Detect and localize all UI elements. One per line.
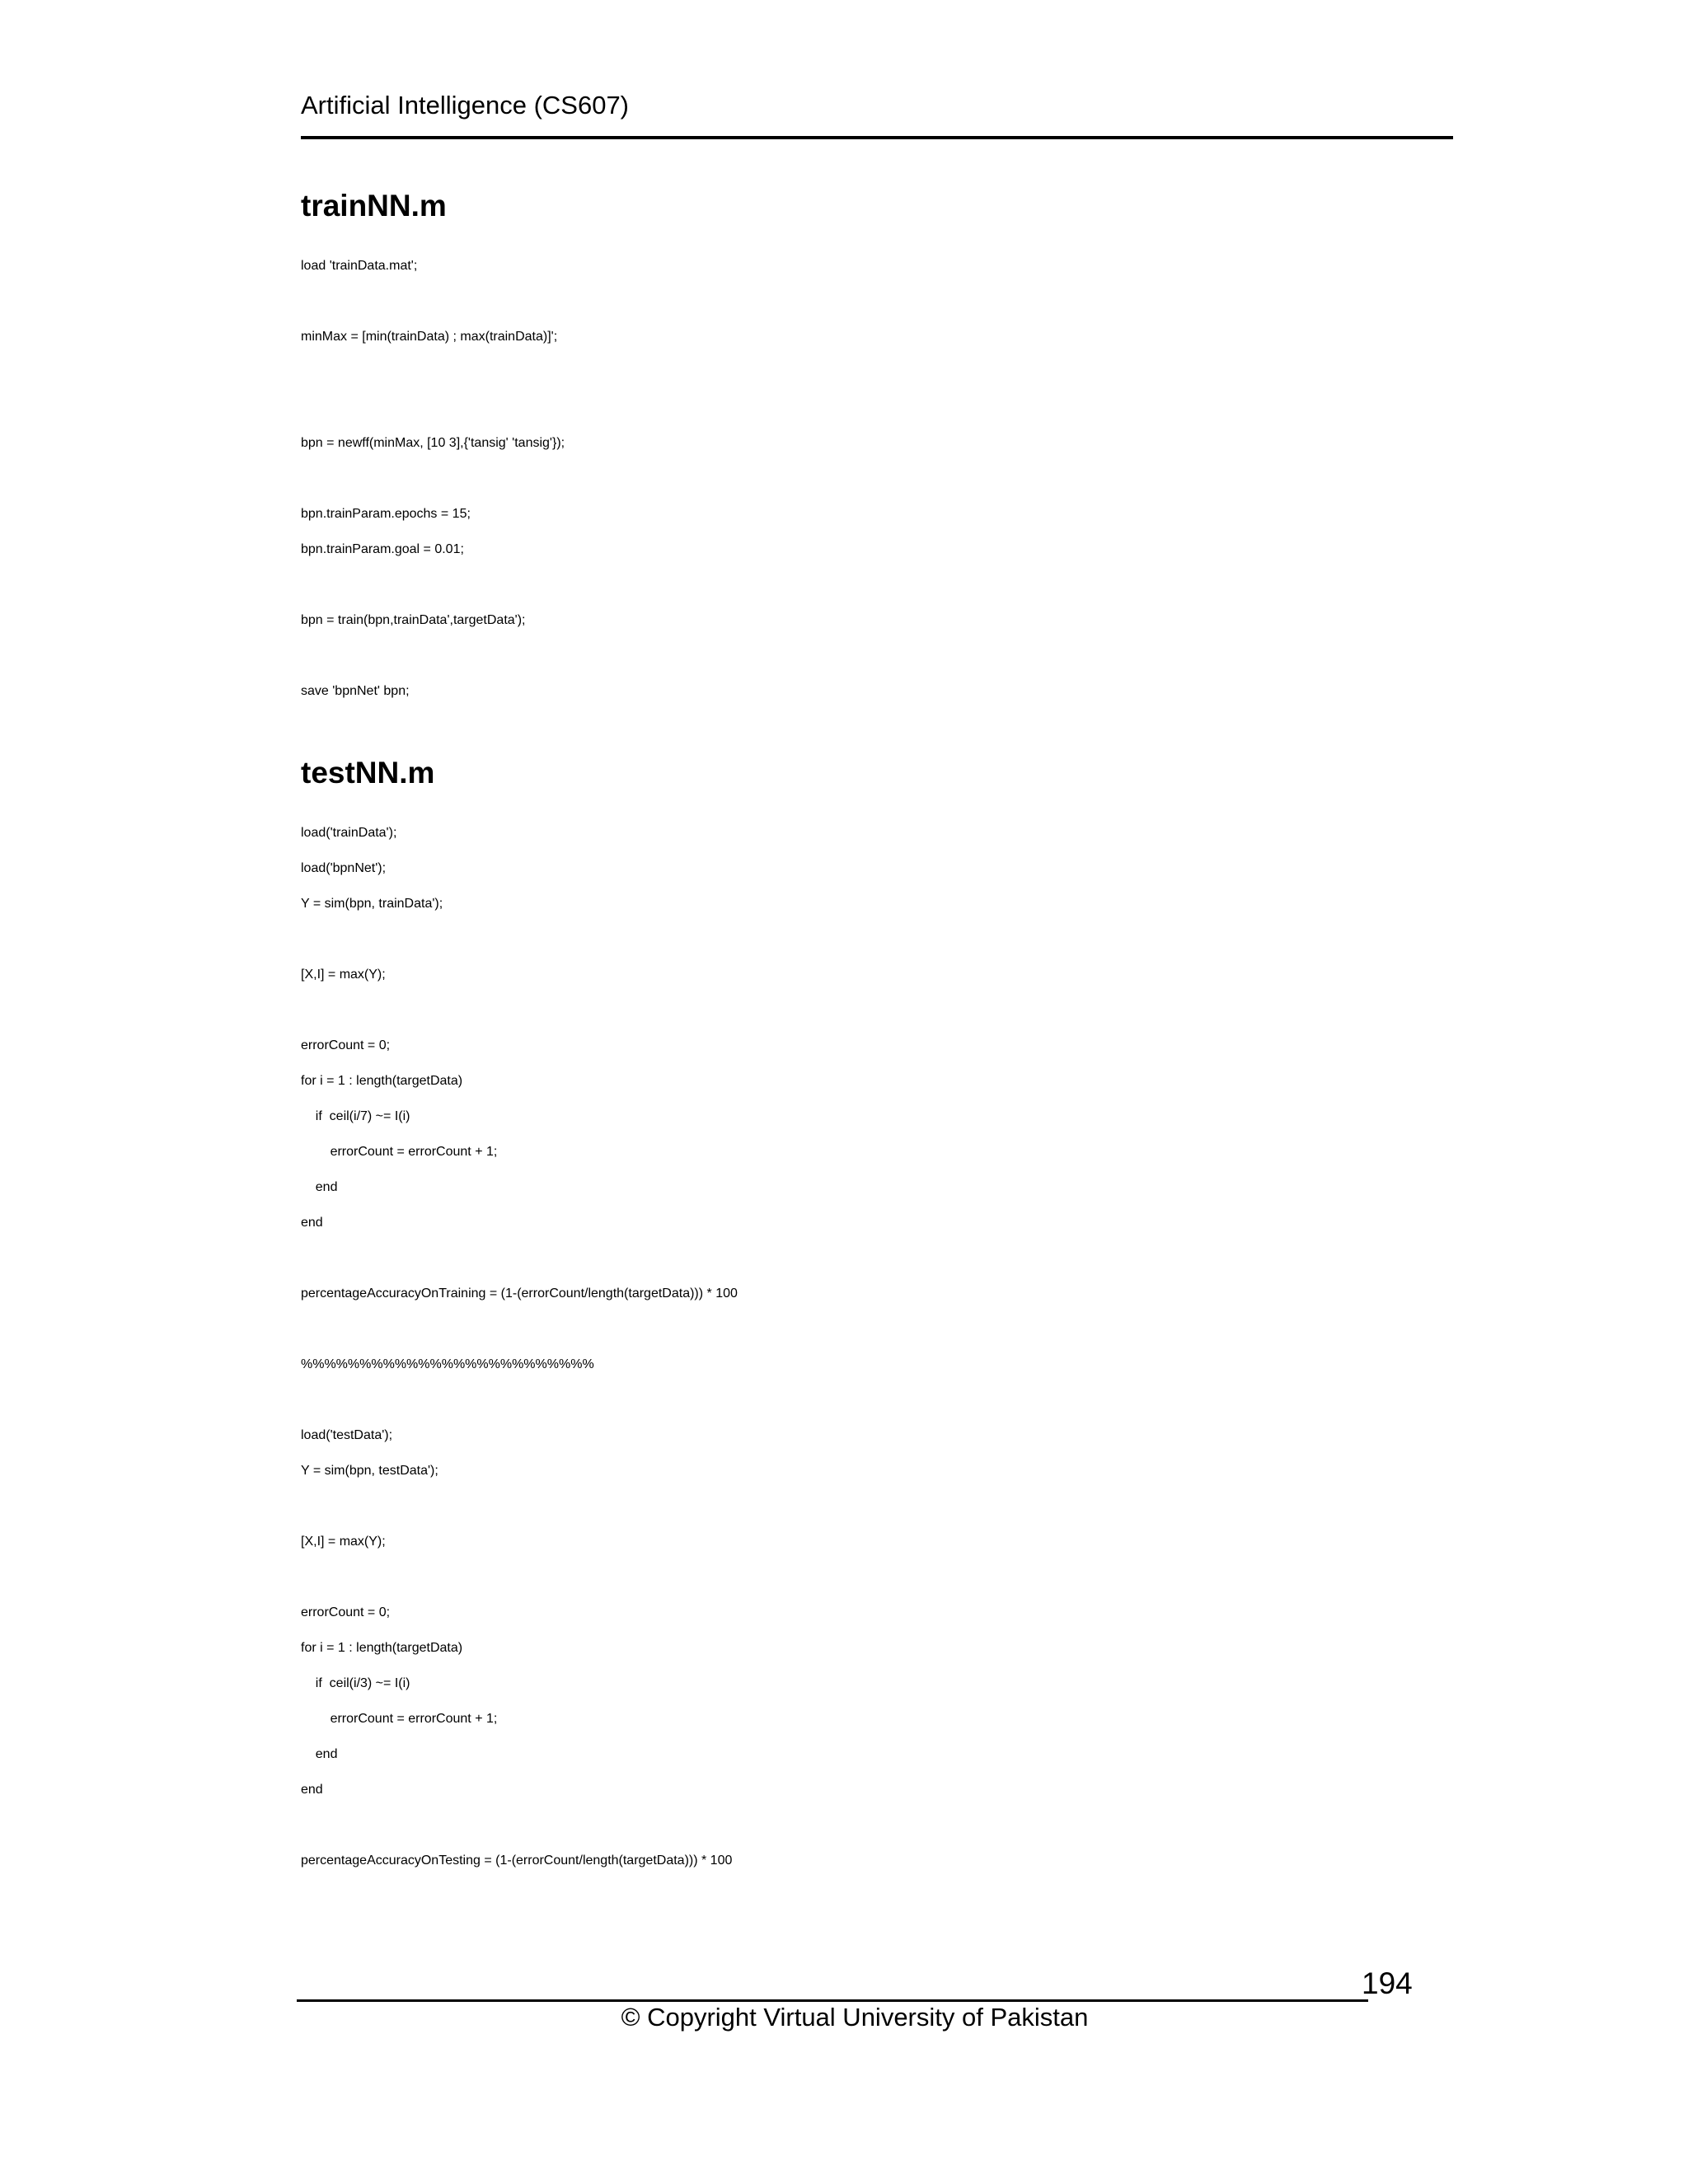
code-line: bpn.trainParam.epochs = 15; bbox=[301, 507, 471, 521]
code-line: end bbox=[301, 1216, 323, 1230]
code-line: bpn.trainParam.goal = 0.01; bbox=[301, 542, 464, 556]
code-line: Y = sim(bpn, testData'); bbox=[301, 1464, 438, 1478]
code-line: minMax = [min(trainData) ; max(trainData)]'; bbox=[301, 330, 558, 344]
code-line: for i = 1 : length(targetData) bbox=[301, 1641, 463, 1655]
code-line: [X,I] = max(Y); bbox=[301, 1535, 386, 1549]
code-line: bpn = train(bpn,trainData',targetData'); bbox=[301, 613, 526, 627]
code-line: errorCount = errorCount + 1; bbox=[301, 1145, 498, 1159]
code-line: if ceil(i/3) ~= I(i) bbox=[301, 1676, 410, 1690]
code-line: end bbox=[301, 1783, 323, 1797]
code-line: errorCount = 0; bbox=[301, 1605, 391, 1619]
code-line: end bbox=[301, 1180, 338, 1194]
code-line: errorCount = 0; bbox=[301, 1038, 391, 1052]
code-line: end bbox=[301, 1747, 338, 1761]
code-line: load 'trainData.mat'; bbox=[301, 259, 418, 273]
test-file-title: testNN.m bbox=[301, 756, 435, 790]
train-file-title: trainNN.m bbox=[301, 189, 447, 223]
code-line: save 'bpnNet' bpn; bbox=[301, 684, 410, 698]
page-header-title: Artificial Intelligence (CS607) bbox=[301, 91, 630, 120]
code-line: percentageAccuracyOnTesting = (1-(errorCount/length(targetData))) * 100 bbox=[301, 1854, 733, 1868]
code-line: load('trainData'); bbox=[301, 826, 397, 840]
code-line: load('bpnNet'); bbox=[301, 861, 387, 875]
code-line: percentageAccuracyOnTraining = (1-(errorCount/length(targetData))) * 100 bbox=[301, 1286, 738, 1301]
code-line: Y = sim(bpn, trainData'); bbox=[301, 897, 443, 911]
code-line: %%%%%%%%%%%%%%%%%%%%%%%%% bbox=[301, 1357, 594, 1371]
code-line: bpn = newff(minMax, [10 3],{'tansig' 'tansig'}); bbox=[301, 436, 565, 450]
footer-copyright: © Copyright Virtual University of Pakistan bbox=[621, 2003, 1089, 2032]
code-line: for i = 1 : length(targetData) bbox=[301, 1074, 463, 1088]
code-line: load('testData'); bbox=[301, 1428, 393, 1442]
page-number: 194 bbox=[1362, 1966, 1413, 2000]
code-line: if ceil(i/7) ~= I(i) bbox=[301, 1109, 410, 1123]
header-divider bbox=[301, 136, 1453, 139]
code-line: [X,I] = max(Y); bbox=[301, 968, 386, 982]
document-body bbox=[301, 188, 1453, 1889]
code-line: errorCount = errorCount + 1; bbox=[301, 1712, 498, 1726]
